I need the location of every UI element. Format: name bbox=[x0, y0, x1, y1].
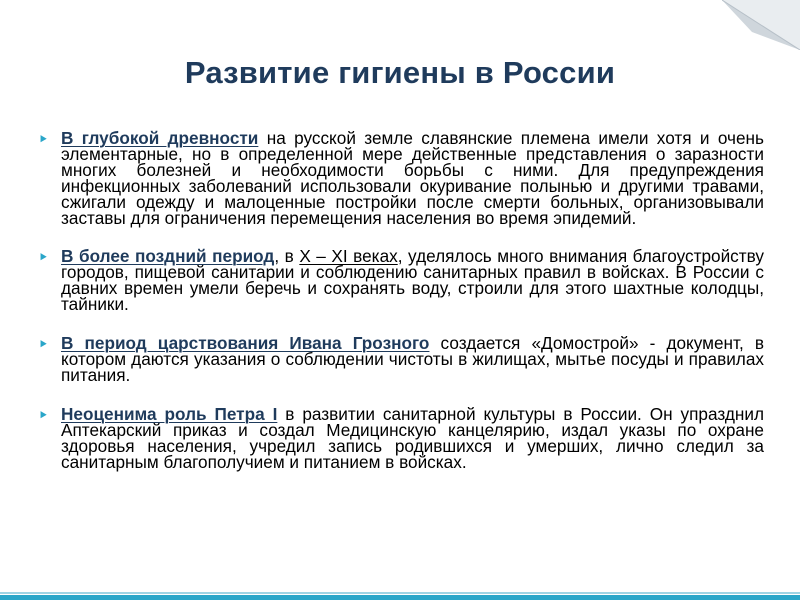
paragraph-ivan-the-terrible bbox=[38, 333, 764, 385]
paragraph-lead: В глубокой древности bbox=[61, 128, 259, 148]
paragraph-text: создается «Домострой» - документ, в котором даются указания о соблюдении чистоты в жилищах, мытье посуды и правилах питания. bbox=[61, 333, 764, 385]
slide-body bbox=[38, 128, 764, 493]
paragraph-peter-the-great bbox=[38, 403, 764, 472]
paragraph-later-period bbox=[38, 246, 764, 315]
page-curl-decoration bbox=[722, 0, 800, 50]
paragraph-lead: В более поздний период bbox=[61, 246, 275, 267]
paragraph-text: в развитии санитарной культуры в России. Он упразднил Аптекарский приказ и создал Медицинскую канцелярию, издал указы по охране здоровья населения, учредил запись родившихся и умерших, лично следил за санитарным благополучием и питанием в войсках. bbox=[61, 403, 764, 472]
paragraph-lead: Неоценима роль Петра I bbox=[61, 403, 278, 424]
paragraph-ancient-times bbox=[38, 128, 764, 228]
paragraph-text: , уделялось много внимания благоустройству городов, пищевой санитарии и соблюдению санитарных правил в войсках. В России с давних времен умели беречь и сохранять воду, строили для этого шахтные колодцы, тайники. bbox=[61, 246, 764, 315]
paragraph-lead: В период царствования Ивана Грозного bbox=[61, 333, 430, 354]
bottom-accent-line bbox=[0, 592, 800, 600]
triangle-bullet-icon: ⯈ bbox=[38, 132, 49, 147]
paragraph-text: на русской земле славянские племена имели хотя и очень элементарные, но в определенной мере действенные представления о заразности многих болезней и необходимости борьбы с ними. Для предупреждения инфекционных заболеваний использовали окуривание полынью и другими травами, сжигали одежду и малоценные постройки после смерти больных, организовывали заставы для ограничения перемещения населения во время эпидемий. bbox=[61, 128, 764, 228]
paragraph-text: , в bbox=[274, 246, 300, 267]
triangle-bullet-icon: ⯈ bbox=[38, 337, 49, 353]
triangle-bullet-icon: ⯈ bbox=[38, 407, 49, 423]
paragraph-centuries: X – XI веках bbox=[299, 246, 398, 267]
triangle-bullet-icon: ⯈ bbox=[38, 250, 49, 266]
slide-title: Развитие гигиены в России bbox=[184, 55, 616, 90]
